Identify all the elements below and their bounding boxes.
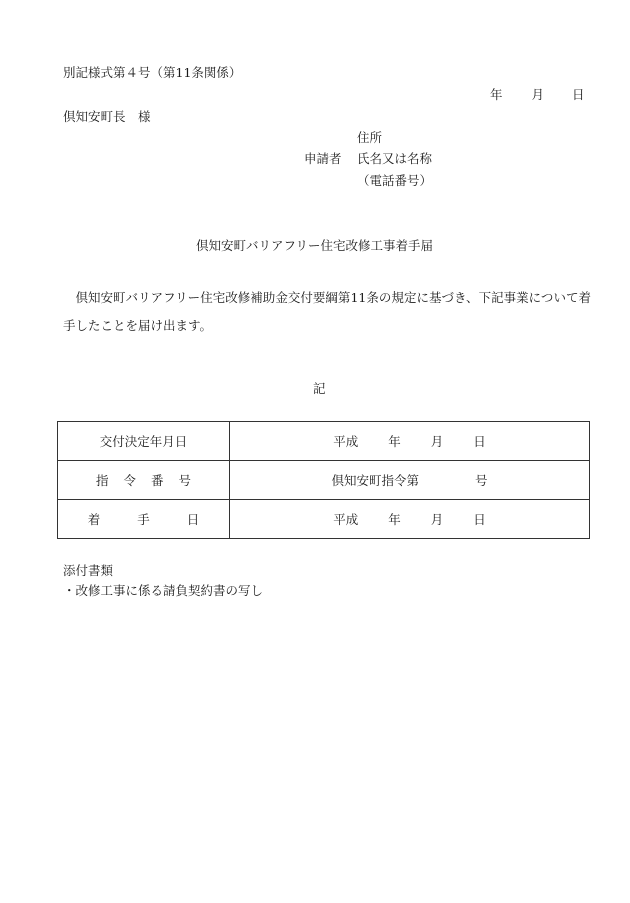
- label-char: 手: [137, 512, 150, 527]
- document-title: 倶知安町バリアフリー住宅改修工事着手届: [196, 238, 434, 253]
- applicant-address-label: 住所: [357, 130, 383, 145]
- directive-number-value: [230, 461, 590, 500]
- year-label: 年: [388, 434, 401, 449]
- addressee: 倶知安町長 様: [63, 109, 151, 124]
- year-label: 年: [388, 512, 401, 527]
- era-label: 平成: [333, 512, 359, 527]
- month-label: 月: [430, 512, 444, 527]
- directive-prefix: 倶知安町指令第: [331, 473, 419, 488]
- month-label: 月: [430, 434, 444, 449]
- label-char: 着: [87, 512, 101, 527]
- grant-decision-date-label: 交付決定年月日: [58, 422, 230, 461]
- list-item: ・改修工事に係る請負契約書の写し: [63, 583, 264, 598]
- start-date-value: [230, 500, 590, 539]
- table-row: [58, 500, 590, 539]
- day-label: 日: [473, 434, 486, 449]
- ki-heading: 記: [313, 381, 326, 396]
- era-label: 平成: [333, 434, 359, 449]
- label-char: 指: [95, 473, 109, 488]
- applicant-phone-label: （電話番号）: [357, 173, 433, 188]
- label-char: 号: [178, 473, 192, 488]
- date-year: 年: [490, 87, 503, 102]
- applicant-role-label: 申請者: [304, 151, 342, 166]
- notice-body-text: 倶知安町バリアフリー住宅改修補助金交付要綱第11条の規定に基づき、下記事業について着手したことを届け出ます。: [63, 290, 591, 333]
- form-number: 別記様式第４号（第11条関係）: [63, 65, 242, 80]
- table-row: [58, 422, 590, 461]
- label-char: 日: [186, 512, 200, 527]
- date-day: 日: [572, 87, 585, 102]
- day-label: 日: [473, 512, 486, 527]
- table-row: [58, 461, 590, 500]
- directive-number-label: [58, 461, 230, 500]
- attachments-heading: 添付書類: [63, 563, 114, 578]
- date-month: 月: [531, 87, 545, 102]
- submission-date: [490, 89, 585, 102]
- grant-decision-date-value: [230, 422, 590, 461]
- details-table: [57, 421, 590, 539]
- label-char: 令: [123, 473, 136, 488]
- applicant-name-label: 氏名又は名称: [357, 151, 433, 166]
- directive-suffix: 号: [475, 473, 488, 488]
- label-char: 番: [151, 473, 164, 488]
- start-date-label: [58, 500, 230, 539]
